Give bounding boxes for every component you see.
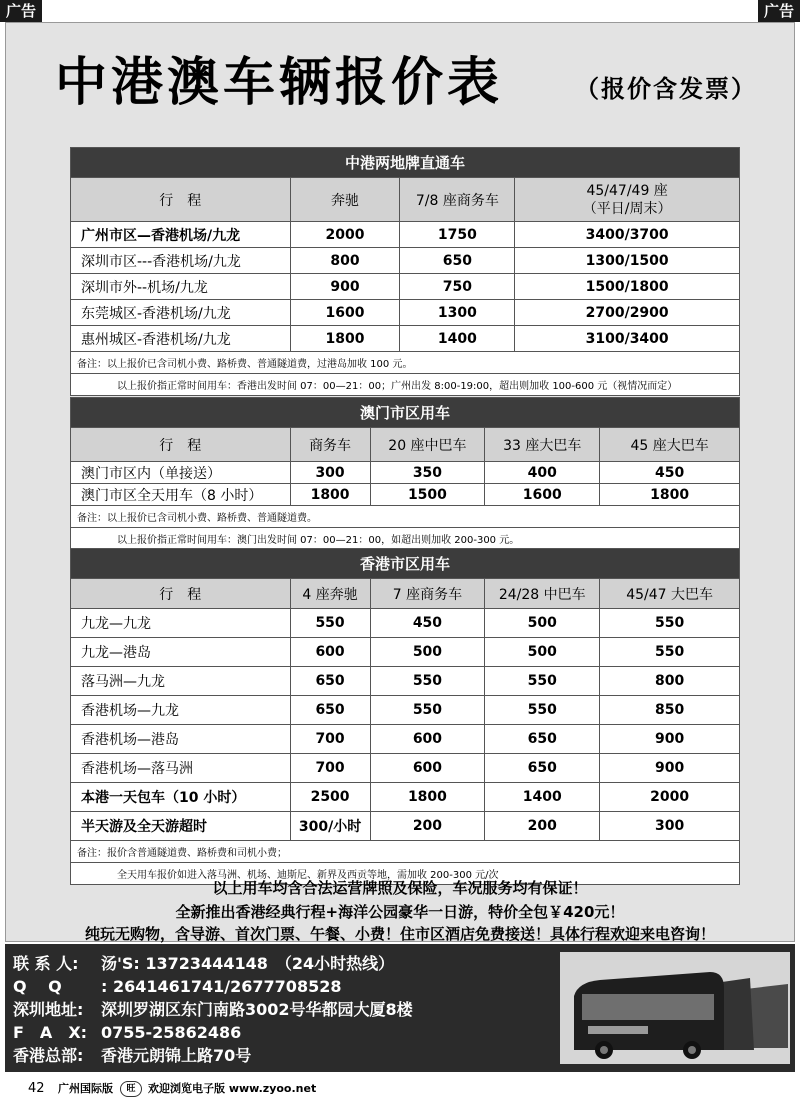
- bus-icon: [560, 952, 790, 1064]
- page-subtitle: （报价含发票）: [575, 75, 757, 103]
- column-header: 4 座奔驰: [290, 579, 370, 609]
- table-row: 深圳市区---香港机场/九龙 800 650 1300/1500: [71, 248, 740, 274]
- publisher-logo: 旺: [120, 1081, 142, 1097]
- table-row: 东莞城区-香港机场/九龙 1600 1300 2700/2900: [71, 300, 740, 326]
- table-note: 全天用车报价如进入落马洲、机场、迪斯尼、新界及西贡等地，需加收 200-300 元/次: [71, 863, 740, 885]
- column-header: 24/28 中巴车: [485, 579, 600, 609]
- section-title: 澳门市区用车: [71, 398, 740, 428]
- footer-slogan: 欢迎浏览电子版 www.zyoo.net: [148, 1082, 317, 1095]
- table-note: 以上报价指正常时间用车：香港出发时间 07：00—21：00；广州出发 8:00-19:00，超出则加收 100-600 元（视情况而定）: [71, 374, 740, 396]
- column-header: 行 程: [71, 428, 291, 462]
- column-header: 行 程: [71, 178, 291, 222]
- table-row: 广州市区—香港机场/九龙 2000 1750 3400/3700: [71, 222, 740, 248]
- table-row: 半天游及全天游超时 300/小时 200 200 300: [71, 812, 740, 841]
- table-cross-border: [70, 147, 740, 396]
- contact-address: 深圳地址: 深圳罗湖区东门南路3002号华都园大厦8楼: [13, 1000, 413, 1019]
- promo-line: 以上用车均含合法运营牌照及保险，车况服务均有保证！: [212, 879, 588, 897]
- bus-photo: [560, 952, 790, 1064]
- column-header: 奔驰: [290, 178, 400, 222]
- column-header: 行 程: [71, 579, 291, 609]
- table-macau: [70, 397, 740, 550]
- promo-line: 纯玩无购物，含导游、首次门票、午餐、小费！住市区酒店免费接送！具体行程欢迎来电咨询！: [84, 925, 715, 943]
- column-header: 45/47/49 座 （平日/周末）: [515, 178, 740, 222]
- table-row: 香港机场—落马洲 700 600 650 900: [71, 754, 740, 783]
- page-footer: [0, 1078, 800, 1100]
- section-title: 香港市区用车: [71, 549, 740, 579]
- column-header: 商务车: [290, 428, 370, 462]
- table-row: 深圳市外--机场/九龙 900 750 1500/1800: [71, 274, 740, 300]
- column-header: 20 座中巴车: [370, 428, 485, 462]
- table-row: 九龙—九龙 550 450 500 550: [71, 609, 740, 638]
- table-note: 备注：以上报价已含司机小费、路桥费、普通隧道费。: [71, 506, 740, 528]
- column-header: 7/8 座商务车: [400, 178, 515, 222]
- publication-name: 广州国际版: [58, 1082, 113, 1095]
- table-row: 澳门市区全天用车（8 小时） 1800 1500 1600 1800: [71, 484, 740, 506]
- table-row: 惠州城区-香港机场/九龙 1800 1400 3100/3400: [71, 326, 740, 352]
- column-header: 33 座大巴车: [485, 428, 600, 462]
- contact-panel: [5, 944, 795, 1072]
- column-header: 7 座商务车: [370, 579, 485, 609]
- contact-qq: Q Q : 2641461741/2677708528: [13, 977, 342, 996]
- contact-person: 联 系 人: 汤'S: 13723444148 （24小时热线）: [13, 954, 395, 973]
- promo-line: 全新推出香港经典行程+海洋公园豪华一日游，特价全包￥420元！: [175, 903, 625, 921]
- table-row: 九龙—港岛 600 500 500 550: [71, 638, 740, 667]
- section-title: 中港两地牌直通车: [71, 148, 740, 178]
- contact-hq: 香港总部: 香港元朗锦上路70号: [13, 1046, 252, 1065]
- table-note: 备注：报价含普通隧道费、路桥费和司机小费；: [71, 841, 740, 863]
- contact-fax: F A X: 0755-25862486: [13, 1023, 242, 1042]
- table-row: 澳门市区内（单接送） 300 350 400 450: [71, 462, 740, 484]
- table-note: 备注：以上报价已含司机小费、路桥费、普通隧道费，过港岛加收 100 元。: [71, 352, 740, 374]
- ad-tag-left: 广告: [0, 0, 42, 22]
- title-row: [55, 52, 755, 114]
- table-row: 香港机场—港岛 700 600 650 900: [71, 725, 740, 754]
- column-header: 45 座大巴车: [600, 428, 740, 462]
- table-row: 本港一天包车（10 小时） 2500 1800 1400 2000: [71, 783, 740, 812]
- table-hong-kong: [70, 548, 740, 885]
- table-row: 落马洲—九龙 650 550 550 800: [71, 667, 740, 696]
- page-title: 中港澳车辆报价表: [55, 53, 504, 113]
- ad-tag-right: 广告: [758, 0, 800, 22]
- page-number: 42: [28, 1081, 45, 1096]
- column-header: 45/47 大巴车: [600, 579, 740, 609]
- table-row: 香港机场—九龙 650 550 550 850: [71, 696, 740, 725]
- table-note: 以上报价指正常时间用车：澳门出发时间 07：00—21：00，如超出则加收 200-300 元。: [71, 528, 740, 550]
